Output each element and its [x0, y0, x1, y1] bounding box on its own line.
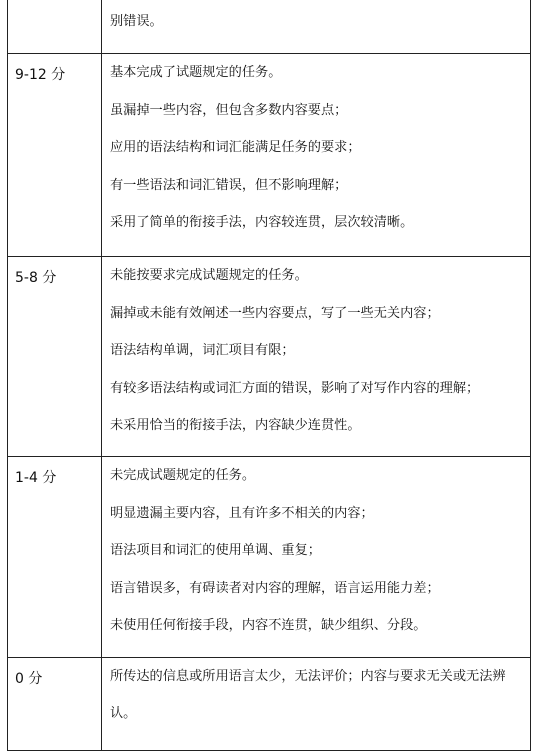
- description-line: 有一些语法和词汇错误，但不影响理解；: [110, 177, 348, 193]
- description-line: 有较多语法结构或词汇方面的错误，影响了对写作内容的理解；: [110, 380, 480, 396]
- description-line: 语法结构单调，词汇项目有限；: [110, 343, 295, 358]
- description-line: 所传达的信息或所用语言太少，无法评价；内容与要求无关或无法辨认。: [110, 669, 506, 721]
- description-line: 明显遗漏主要内容，且有许多不相关的内容；: [110, 505, 374, 521]
- description-cell: [102, 257, 531, 457]
- description-line: 未完成试题规定的任务。: [110, 468, 256, 483]
- description-line: 语言错误多，有碍读者对内容的理解，语言运用能力差；: [110, 580, 440, 596]
- description-cell: [102, 457, 531, 658]
- description-cell: [102, 658, 531, 751]
- description-line: 未使用任何衔接手段，内容不连贯，缺少组织、分段。: [110, 618, 427, 633]
- rubric-row-9-12: [8, 54, 531, 257]
- description-line: 采用了简单的衔接手法，内容较连贯，层次较清晰。: [110, 215, 414, 230]
- description-line: 未采用恰当的衔接手法，内容缺少连贯性。: [110, 418, 361, 433]
- scoring-rubric-table: [7, 0, 531, 751]
- rubric-row-0: [8, 658, 531, 751]
- description-line: 应用的语法结构和词汇能满足任务的要求；: [110, 140, 361, 155]
- score-cell: [8, 0, 102, 54]
- description-line: 语法项目和词汇的使用单调、重复；: [110, 543, 321, 558]
- description-line: 基本完成了试题规定的任务。: [110, 65, 282, 80]
- description-line: 虽漏掉一些内容，但包含多数内容要点；: [110, 102, 348, 118]
- rubric-row-1-4: [8, 457, 531, 658]
- rubric-row-5-8: [8, 257, 531, 457]
- description-line: 漏掉或未能有效阐述一些内容要点，写了一些无关内容；: [110, 305, 440, 321]
- score-cell: 0 分: [8, 658, 102, 751]
- description-line: 未能按要求完成试题规定的任务。: [110, 268, 308, 283]
- description-cell: [102, 0, 531, 54]
- rubric-row-continued: [8, 0, 531, 54]
- score-cell: 9-12 分: [8, 54, 102, 257]
- description-cell: [102, 54, 531, 257]
- score-cell: 5-8 分: [8, 257, 102, 457]
- description-line: 别错误。: [110, 14, 163, 29]
- score-cell: 1-4 分: [8, 457, 102, 658]
